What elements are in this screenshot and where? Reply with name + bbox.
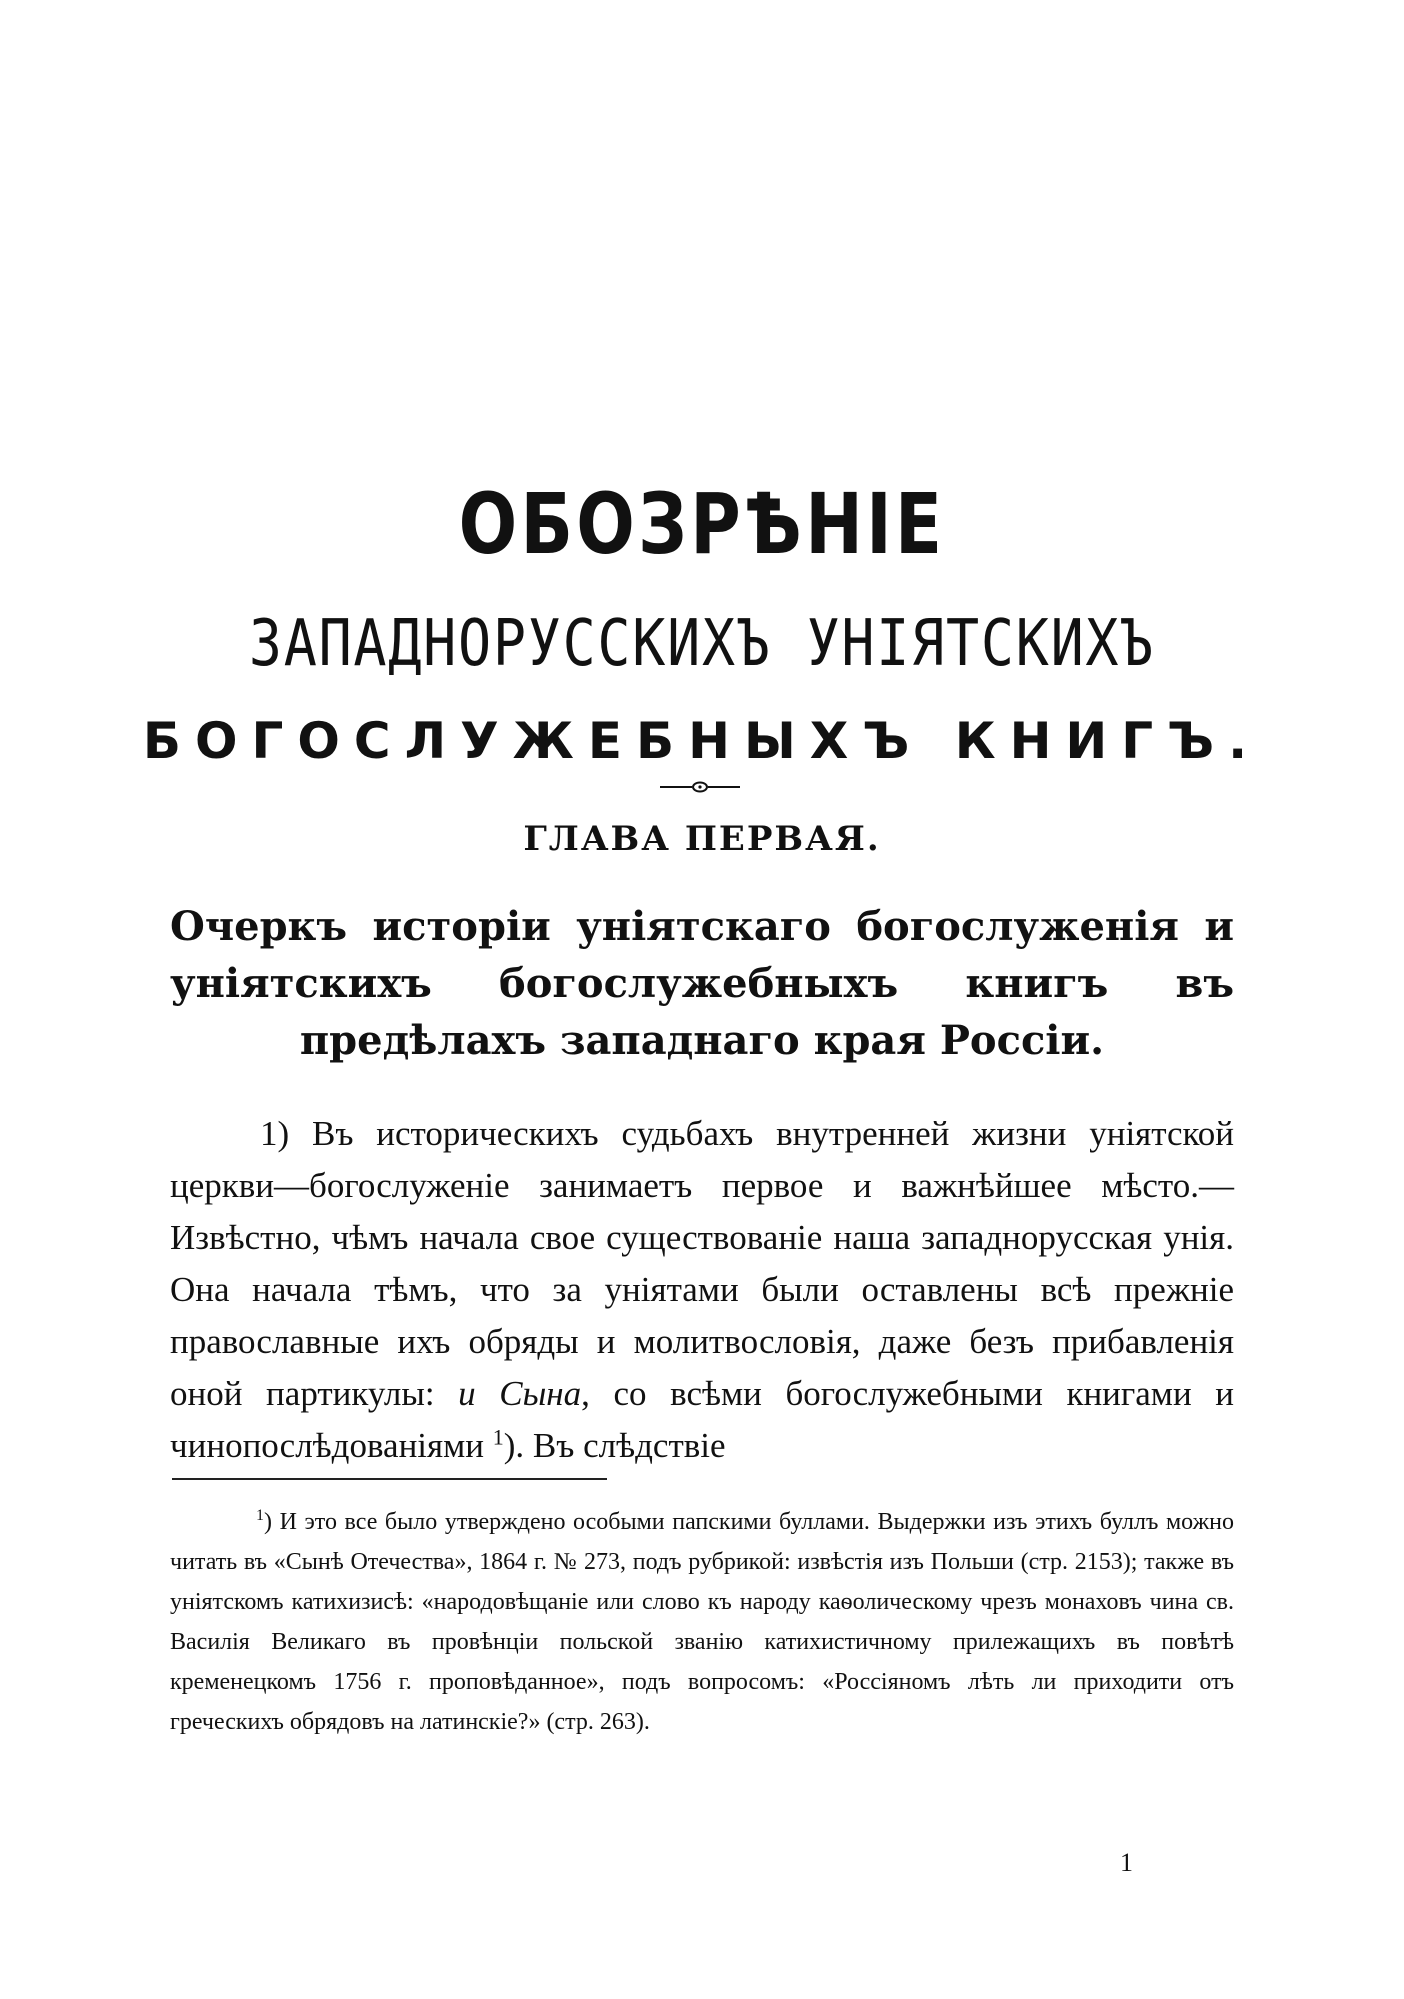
page-number: 1 [1120,1848,1133,1877]
body-text-part: ). Въ слѣдствіе [503,1426,726,1465]
ornament-divider [660,781,740,793]
body-text-part: 1) Въ историческихъ судьбахъ внутренней жизни уніятской церкви—богослуженіе занимаетъ первое и важнѣйшее мѣсто.—Извѣстно, чѣмъ начала свое существованіе наша западнорусская унія. Она начала тѣмъ, что за уніятами были оставлены всѣ прежніе православные ихъ обряды и молитвословія, даже безъ прибавленія оной партикулы: [170,1114,1234,1413]
body-italic-phrase: и Сына [458,1374,582,1413]
footnote-separator [172,1478,607,1480]
title-main: ОБОЗРѢНІЕ [458,475,946,573]
title-subtitle: ЗАПАДНОРУССКИХЪ УНІЯТСКИХЪ [248,607,1156,681]
footnote-text: ) И это все было утверждено особыми папскими буллами. Выдержки изъ этихъ буллъ можно читать въ «Сынѣ Отечества», 1864 г. № 273, подъ рубрикой: извѣстія изъ Польши (стр. 2153); также въ уніятскомъ катихизисѣ: «народовѣщаніе или слово къ народу каѳолическому чрезъ монаховъ чина св. Василія Великаго въ провѣнціи польской званію катихистичному прилежащихъ въ повѣтѣ кременецкомъ 1756 г. проповѣданное», подъ вопросомъ: «Россіяномъ лѣть ли приходити отъ греческихъ обрядовъ на латинскіе?» (стр. 263). [170,1509,1234,1735]
footnote [170,1502,1234,1742]
title-tertiary: БОГОСЛУЖЕБНЫХЪ КНИГЪ. [142,712,1262,770]
body-paragraph [170,1108,1234,1472]
footnote-marker: 1 [256,1507,264,1524]
body-text-part: , со всѣми богослужебными книгами и чинопослѣдованіями [170,1374,1234,1465]
footnote-reference: 1 [492,1424,504,1450]
chapter-subtitle: Очеркъ исторіи уніятскаго богослуженія и уніятскихъ богослужебныхъ книгъ въ предѣлахъ западнаго края Россіи. [170,903,1234,1064]
chapter-heading: ГЛАВА ПЕРВАЯ. [523,819,881,859]
